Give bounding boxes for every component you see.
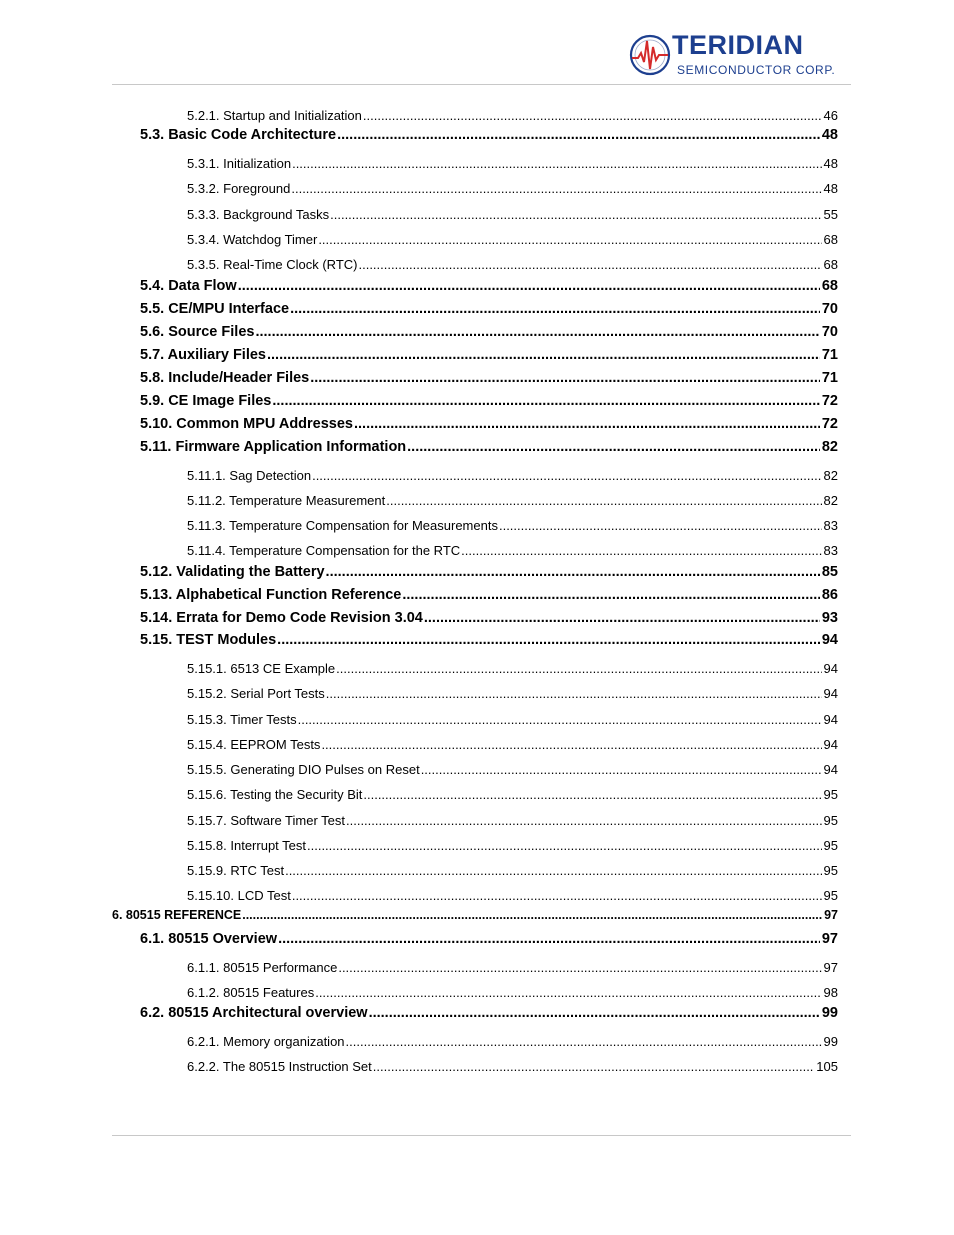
toc-entry-page: 72	[821, 393, 838, 410]
toc-entry-page: 55	[823, 206, 838, 222]
toc-entry-page: 98	[823, 984, 838, 1000]
toc-entry-title: 5.11.1. Sag Detection	[187, 467, 312, 483]
toc-entry-title: 5.3.4. Watchdog Timer	[187, 231, 318, 247]
logo-wordmark: TERIDIAN	[672, 30, 804, 60]
toc-entry-title: 5.3.3. Background Tasks	[187, 206, 330, 222]
toc-entry[interactable]	[140, 393, 838, 410]
toc-leader-dots	[238, 278, 820, 295]
toc-leader-dots	[321, 737, 821, 753]
toc-entry[interactable]	[187, 960, 838, 976]
toc-entry-title: 6.1.2. 80515 Features	[187, 984, 315, 1000]
toc-leader-dots	[310, 370, 820, 387]
toc-entry-page: 94	[823, 761, 838, 777]
toc-entry[interactable]	[140, 632, 838, 649]
toc-entry-title: 5.12. Validating the Battery	[140, 564, 325, 581]
toc-entry-page: 97	[823, 959, 838, 975]
toc-entry-title: 5.15.6. Testing the Security Bit	[187, 786, 363, 802]
toc-entry[interactable]	[140, 301, 838, 318]
toc-entry[interactable]	[187, 762, 838, 778]
toc-entry-title: 6.2. 80515 Architectural overview	[140, 1005, 368, 1022]
toc-entry-title: 5.3.2. Foreground	[187, 180, 291, 196]
toc-entry-page: 82	[823, 467, 838, 483]
toc-entry-title: 6.2.2. The 80515 Instruction Set	[187, 1058, 372, 1074]
toc-leader-dots	[330, 207, 821, 223]
toc-leader-dots	[386, 493, 821, 509]
toc-entry[interactable]	[187, 985, 838, 1001]
toc-entry[interactable]	[187, 712, 838, 728]
toc-entry-page: 71	[821, 347, 838, 364]
toc-entry-title: 5.10. Common MPU Addresses	[140, 416, 353, 433]
toc-leader-dots	[326, 564, 820, 581]
toc-entry-page: 68	[823, 231, 838, 247]
toc-entry[interactable]	[187, 737, 838, 753]
toc-entry-title: 5.11.2. Temperature Measurement	[187, 492, 386, 508]
toc-entry[interactable]	[187, 1034, 838, 1050]
toc-entry[interactable]	[140, 1005, 838, 1022]
toc-entry-page: 99	[823, 1033, 838, 1049]
toc-entry-page: 82	[821, 439, 838, 456]
toc-entry[interactable]	[112, 908, 838, 923]
toc-leader-dots	[461, 543, 821, 559]
toc-entry-title: 5.8. Include/Header Files	[140, 370, 310, 387]
toc-entry-page: 48	[823, 180, 838, 196]
toc-entry[interactable]	[187, 493, 838, 509]
toc-entry-title: 5.9. CE Image Files	[140, 393, 272, 410]
toc-entry-title: 6.1.1. 80515 Performance	[187, 959, 338, 975]
toc-entry-title: 5.15.10. LCD Test	[187, 887, 291, 903]
toc-entry-page: 94	[823, 711, 838, 727]
toc-entry-page: 95	[823, 837, 838, 853]
toc-entry-title: 6. 80515 REFERENCE	[112, 908, 242, 923]
toc-entry-title: 5.3.1. Initialization	[187, 155, 292, 171]
toc-entry-page: 94	[821, 632, 838, 649]
toc-entry-page: 83	[823, 517, 838, 533]
toc-leader-dots	[272, 393, 819, 410]
toc-entry[interactable]	[187, 232, 838, 248]
toc-entry-page: 86	[821, 587, 838, 604]
toc-entry-page: 95	[823, 862, 838, 878]
toc-entry[interactable]	[140, 370, 838, 387]
toc-leader-dots	[315, 985, 821, 1001]
toc-leader-dots	[242, 908, 822, 923]
toc-entry[interactable]	[187, 1059, 838, 1075]
toc-entry-title: 5.15.8. Interrupt Test	[187, 837, 306, 853]
toc-entry[interactable]	[187, 787, 838, 803]
toc-entry-page: 95	[823, 887, 838, 903]
toc-entry[interactable]	[140, 587, 838, 604]
toc-entry-title: 5.2.1. Startup and Initialization	[187, 107, 362, 123]
toc-entry-page: 85	[821, 564, 838, 581]
toc-entry-title: 5.4. Data Flow	[140, 278, 237, 295]
toc-entry-page: 83	[823, 542, 838, 558]
footer-divider	[112, 1135, 851, 1136]
toc-entry-page: 94	[823, 685, 838, 701]
toc-leader-dots	[424, 610, 820, 627]
toc-leader-dots	[290, 301, 820, 318]
toc-entry[interactable]	[187, 518, 838, 534]
toc-leader-dots	[267, 347, 820, 364]
toc-entry-title: 5.5. CE/MPU Interface	[140, 301, 290, 318]
toc-entry[interactable]	[140, 416, 838, 433]
toc-entry[interactable]	[140, 439, 838, 456]
toc-leader-dots	[354, 416, 820, 433]
toc-entry-page: 71	[821, 370, 838, 387]
toc-leader-dots	[499, 518, 822, 534]
toc-entry[interactable]	[187, 156, 838, 172]
toc-entry[interactable]	[187, 838, 838, 854]
toc-leader-dots	[337, 127, 820, 144]
toc-leader-dots	[318, 232, 821, 248]
toc-entry-page: 95	[823, 812, 838, 828]
toc-entry[interactable]	[187, 813, 838, 829]
toc-entry-page: 95	[823, 786, 838, 802]
toc-entry-page: 68	[823, 256, 838, 272]
toc-leader-dots	[292, 888, 822, 904]
toc-entry[interactable]	[187, 257, 838, 273]
toc-leader-dots	[407, 439, 820, 456]
toc-entry-page: 70	[821, 301, 838, 318]
toc-entry[interactable]	[140, 324, 838, 341]
toc-entry-page: 46	[823, 107, 838, 123]
toc-entry[interactable]	[187, 686, 838, 702]
toc-entry-title: 6.2.1. Memory organization	[187, 1033, 345, 1049]
toc-entry-title: 5.3.5. Real-Time Clock (RTC)	[187, 256, 358, 272]
toc-entry[interactable]	[140, 564, 838, 581]
toc-leader-dots	[285, 863, 821, 879]
toc-entry-page: 48	[821, 127, 838, 144]
toc-leader-dots	[363, 787, 821, 803]
toc-leader-dots	[278, 931, 820, 948]
toc-entry[interactable]	[187, 888, 838, 904]
toc-entry-page: 99	[821, 1005, 838, 1022]
toc-entry-title: 5.11.3. Temperature Compensation for Measurements	[187, 517, 498, 533]
teridian-logo	[628, 30, 836, 80]
toc-entry[interactable]	[187, 543, 838, 559]
toc-entry-page: 70	[821, 324, 838, 341]
toc-entry[interactable]	[187, 207, 838, 223]
toc-entry-title: 5.15.1. 6513 CE Example	[187, 660, 336, 676]
toc-leader-dots	[255, 324, 819, 341]
toc-entry-page: 48	[823, 155, 838, 171]
toc-entry[interactable]	[140, 347, 838, 364]
toc-entry[interactable]	[140, 127, 838, 144]
toc-leader-dots	[298, 712, 822, 728]
toc-leader-dots	[338, 960, 821, 976]
toc-entry[interactable]	[187, 468, 838, 484]
toc-entry[interactable]	[187, 108, 838, 124]
toc-entry-page: 97	[824, 908, 838, 923]
toc-entry-title: 5.7. Auxiliary Files	[140, 347, 266, 364]
toc-entry-title: 5.15. TEST Modules	[140, 632, 277, 649]
toc-leader-dots	[373, 1059, 815, 1075]
toc-entry[interactable]	[187, 181, 838, 197]
toc-entry-page: 94	[823, 736, 838, 752]
toc-leader-dots	[307, 838, 822, 854]
toc-entry[interactable]	[187, 661, 838, 677]
toc-leader-dots	[292, 156, 821, 172]
toc-entry-title: 5.15.7. Software Timer Test	[187, 812, 345, 828]
toc-entry-page: 97	[821, 931, 838, 948]
toc-entry[interactable]	[187, 863, 838, 879]
toc-leader-dots	[421, 762, 822, 778]
toc-entry-title: 5.15.4. EEPROM Tests	[187, 736, 321, 752]
toc-leader-dots	[346, 813, 822, 829]
toc-entry-title: 6.1. 80515 Overview	[140, 931, 278, 948]
toc-entry-title: 5.13. Alphabetical Function Reference	[140, 587, 402, 604]
toc-leader-dots	[358, 257, 821, 273]
toc-leader-dots	[346, 1034, 822, 1050]
toc-entry-title: 5.15.2. Serial Port Tests	[187, 685, 325, 701]
toc-entry-title: 5.11.4. Temperature Compensation for the RTC	[187, 542, 461, 558]
toc-leader-dots	[291, 181, 821, 197]
toc-leader-dots	[369, 1005, 820, 1022]
toc-entry-page: 94	[823, 660, 838, 676]
toc-entry-title: 5.3. Basic Code Architecture	[140, 127, 337, 144]
toc-leader-dots	[402, 587, 820, 604]
toc-leader-dots	[277, 632, 820, 649]
toc-entry[interactable]	[140, 931, 838, 948]
toc-entry-title: 5.14. Errata for Demo Code Revision 3.04	[140, 610, 423, 627]
logo-subtitle: SEMICONDUCTOR CORP.	[677, 63, 836, 77]
toc-entry-title: 5.15.9. RTC Test	[187, 862, 285, 878]
toc-entry-page: 68	[821, 278, 838, 295]
teridian-logo-mark-icon	[628, 33, 672, 77]
toc-entry[interactable]	[140, 610, 838, 627]
toc-entry-title: 5.6. Source Files	[140, 324, 255, 341]
toc-leader-dots	[363, 108, 822, 124]
toc-leader-dots	[312, 468, 821, 484]
toc-entry-title: 5.15.3. Timer Tests	[187, 711, 297, 727]
header-divider	[112, 84, 851, 85]
toc-entry-page: 105	[816, 1058, 838, 1074]
toc-entry-page: 93	[821, 610, 838, 627]
toc-entry-page: 72	[821, 416, 838, 433]
toc-entry-page: 82	[823, 492, 838, 508]
toc-entry[interactable]	[140, 278, 838, 295]
toc-entry-title: 5.11. Firmware Application Information	[140, 439, 407, 456]
toc-leader-dots	[326, 686, 822, 702]
toc-leader-dots	[336, 661, 821, 677]
toc-entry-title: 5.15.5. Generating DIO Pulses on Reset	[187, 761, 420, 777]
